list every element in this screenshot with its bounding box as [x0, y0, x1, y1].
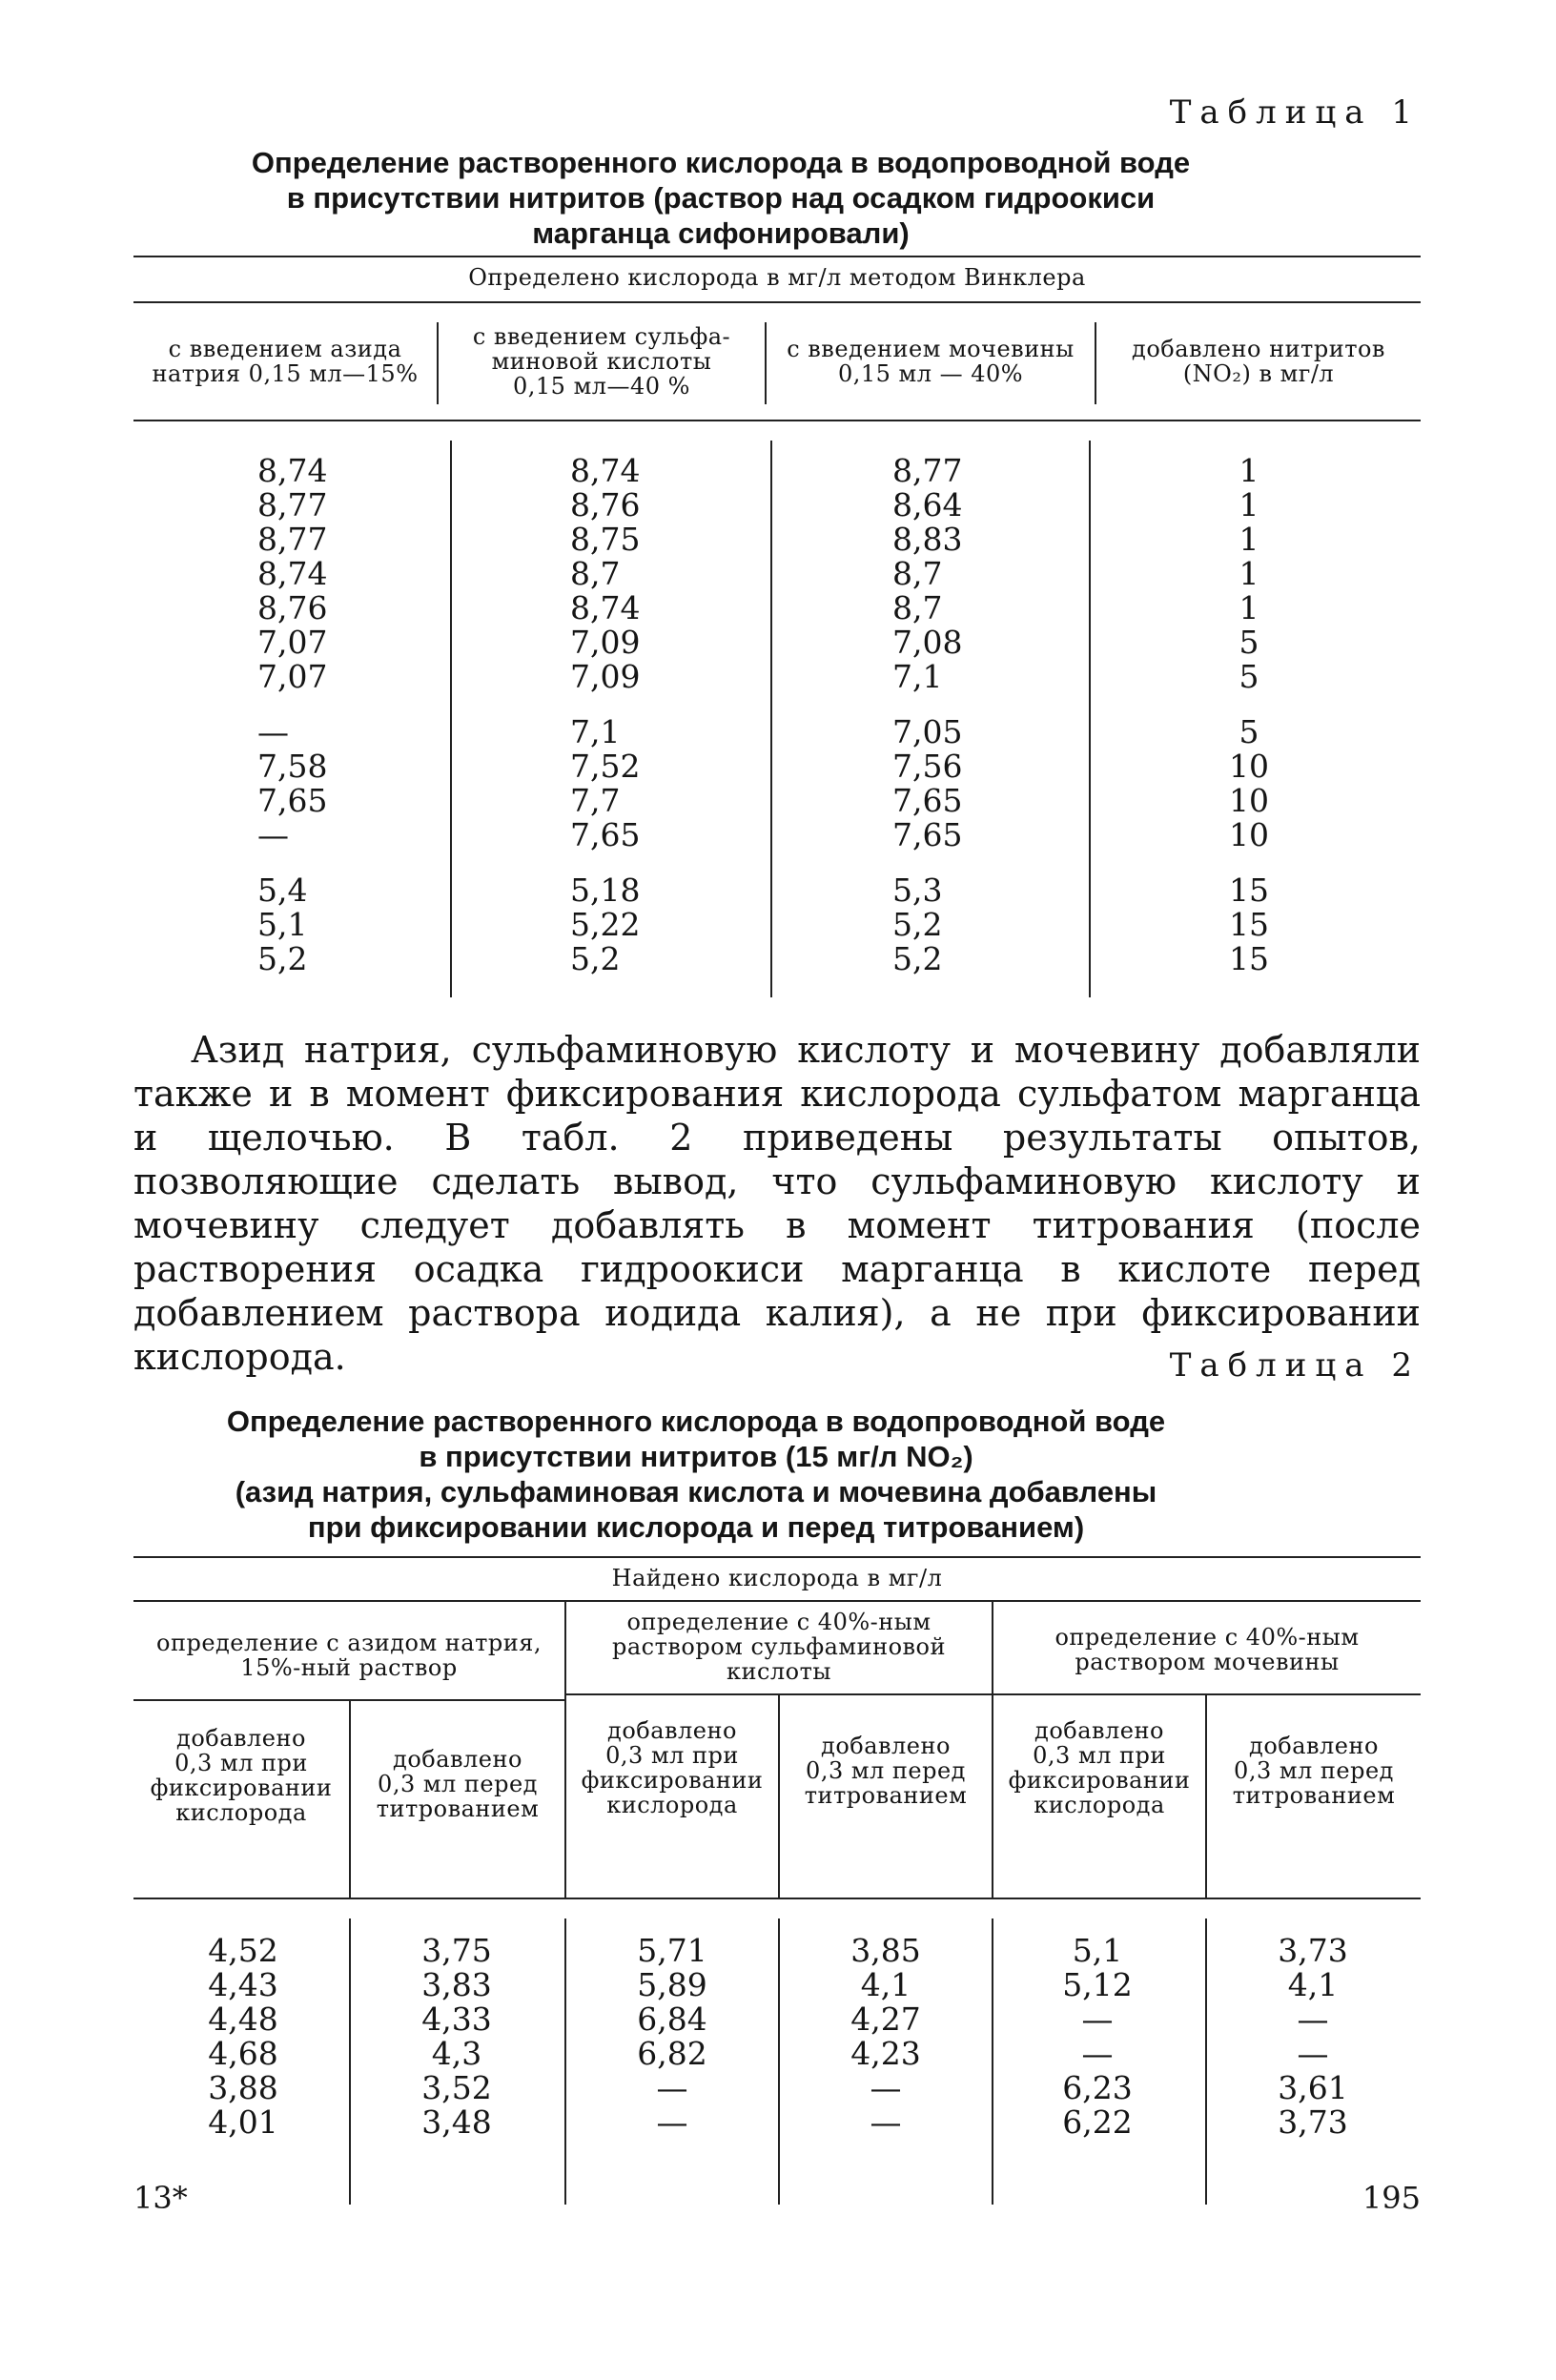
table1-cell: 7,08: [892, 624, 963, 661]
table2-cell: 4,43: [208, 1966, 278, 2003]
row-spacer: [892, 852, 962, 873]
table1-cell: 7,09: [570, 658, 641, 695]
table1-column-urea: [892, 454, 962, 976]
table2-cell: 3,75: [421, 1932, 492, 1969]
table2-title-line: при фиксировании кислорода и перед титрованием): [307, 1510, 1085, 1544]
table1-cell: 5: [1239, 624, 1259, 661]
table2-cell: —: [1081, 2000, 1114, 2038]
table1-cell: 8,74: [570, 452, 641, 489]
table1-cell: 7,05: [892, 713, 963, 750]
table2-cell: 3,83: [421, 1966, 492, 2003]
table2-column: [601, 1934, 744, 2140]
table1-cell: 5: [1239, 658, 1259, 695]
table1-cell: 7,65: [892, 816, 963, 853]
table2-cell: —: [656, 2103, 688, 2141]
table2-cell: 4,52: [208, 1932, 278, 1969]
table1-cell: 7,1: [892, 658, 943, 695]
table1-col-header-azide: с введением азида натрия 0,15 мл—15%: [152, 336, 419, 387]
table2-column: [1026, 1934, 1169, 2140]
table1-cell: 8,7: [570, 555, 621, 592]
table2-cell: —: [870, 2103, 902, 2141]
table2-subgroup-urea: определение с 40%-ным раствором мочевины: [1054, 1624, 1360, 1675]
table1-column-azide: [257, 454, 327, 976]
table1-cell: 7,56: [892, 748, 963, 785]
table1-cell: 7,07: [257, 624, 328, 661]
table1-cell: 8,77: [257, 521, 328, 558]
table1-cell: 7,65: [257, 782, 328, 819]
table1-cell: 5,22: [570, 906, 641, 943]
table2-cell: 3,52: [421, 2069, 492, 2106]
table1-cell: 5,18: [570, 872, 641, 909]
table1-cell: 7,58: [257, 748, 328, 785]
table1-col-header-nitrite: добавлено нитритов (NO₂) в мг/л: [1132, 336, 1385, 387]
table1-cell: 15: [1229, 872, 1269, 909]
table2-subgroup-sulfamic: определение с 40%-ным раствором сульфаминовой кислоты: [612, 1609, 946, 1685]
table1-cell: 5: [1239, 713, 1259, 750]
table1-cell: 7,09: [570, 624, 641, 661]
table2-cell: 4,1: [860, 1966, 911, 2003]
table1-cell: 7,1: [570, 713, 621, 750]
table2-cell: 4,3: [431, 2035, 482, 2072]
row-spacer: [892, 694, 962, 715]
table1-cell: 1: [1239, 589, 1259, 626]
table1-cell: 15: [1229, 906, 1269, 943]
table2-cell: 5,71: [637, 1932, 707, 1969]
table1-cell: 5,1: [257, 906, 308, 943]
page-number: 195: [1362, 2180, 1421, 2216]
row-spacer: [570, 694, 640, 715]
table2-subheader: добавлено 0,3 мл перед титрованием: [804, 1733, 968, 1809]
table1-cell: 7,65: [570, 816, 641, 853]
table2-cell: —: [1297, 2000, 1329, 2038]
table2-subheader: добавлено 0,3 мл перед титрованием: [1232, 1733, 1396, 1809]
table1-cell: 15: [1229, 940, 1269, 977]
table2-title-line: (азид натрия, сульфаминовая кислота и мочевина добавлены: [235, 1475, 1157, 1508]
table1-title-line: Определение растворенного кислорода в водопроводной воде: [251, 146, 1191, 179]
table1-cell: 8,83: [892, 521, 963, 558]
table1-cell: 1: [1239, 452, 1259, 489]
table2-label: Таблица 2: [1169, 1346, 1421, 1385]
table1-title: [133, 145, 1308, 251]
table1-label: Таблица 1: [1169, 93, 1421, 132]
row-spacer: [1220, 694, 1278, 715]
table2-subheader: добавлено 0,3 мл при фиксировании кислорода: [1008, 1717, 1191, 1818]
table2-cell: 3,73: [1278, 1932, 1348, 1969]
table2-title: [133, 1404, 1259, 1545]
row-spacer: [257, 852, 327, 873]
table2-column: [814, 1934, 957, 2140]
table2-cell: 4,33: [421, 2000, 492, 2038]
table2-cell: 4,01: [208, 2103, 278, 2141]
page-signature: 13*: [133, 2180, 188, 2216]
row-spacer: [570, 852, 640, 873]
table2-column: [1241, 1934, 1384, 2140]
table1-title-line: в присутствии нитритов (раствор над осадком гидроокиси: [286, 181, 1156, 215]
table2-cell: 5,12: [1062, 1966, 1133, 2003]
table1-cell: 8,77: [257, 486, 328, 523]
table2-cell: 3,85: [850, 1932, 921, 1969]
book-page: [133, 86, 1421, 2336]
table1-cell: —: [257, 713, 289, 750]
table1-cell: 8,74: [257, 555, 328, 592]
table1-cell: 7,52: [570, 748, 641, 785]
table2-subheader: добавлено 0,3 мл при фиксировании кислорода: [581, 1717, 764, 1818]
table1-col-header-sulfamic: с введением сульфа- миновой кислоты 0,15 мл—40 %: [472, 323, 731, 400]
table1-title-line: марганца сифонировали): [532, 216, 910, 250]
table2-cell: —: [870, 2069, 902, 2106]
table2-cell: —: [1297, 2035, 1329, 2072]
table1-cell: 8,76: [570, 486, 641, 523]
table2-cell: 3,48: [421, 2103, 492, 2141]
table1-cell: 10: [1229, 782, 1269, 819]
table1-cell: —: [257, 816, 289, 853]
table2-cell: 4,48: [208, 2000, 278, 2038]
table1-column-sulfamic: [570, 454, 640, 976]
row-spacer: [1220, 852, 1278, 873]
table1-cell: 10: [1229, 748, 1269, 785]
table2-subheader: добавлено 0,3 мл при фиксировании кислорода: [150, 1725, 333, 1826]
table2-cell: 4,1: [1287, 1966, 1339, 2003]
table1-cell: 10: [1229, 816, 1269, 853]
table1-cell: 5,2: [892, 906, 943, 943]
table2-cell: 5,89: [637, 1966, 707, 2003]
table2-subheader: добавлено 0,3 мл перед титрованием: [376, 1746, 540, 1822]
table2: [133, 1556, 1421, 2281]
table2-cell: 3,61: [1278, 2069, 1348, 2106]
table2-title-line: Определение растворенного кислорода в водопроводной воде: [226, 1405, 1166, 1438]
table2-cell: 5,1: [1072, 1932, 1123, 1969]
table2-cell: 6,84: [637, 2000, 707, 2038]
table2-column: [385, 1934, 528, 2140]
table1-group-header: Определено кислорода в мг/л методом Винклера: [468, 264, 1086, 291]
table2-cell: 3,88: [208, 2069, 278, 2106]
table1-col-header-urea: с введением мочевины 0,15 мл — 40%: [787, 336, 1075, 387]
table2-subgroup-azide: определение с азидом натрия, 15%-ный раствор: [156, 1630, 542, 1681]
table1-cell: 5,2: [570, 940, 621, 977]
table2-cell: 6,22: [1062, 2103, 1133, 2141]
table1-cell: 5,4: [257, 872, 308, 909]
row-spacer: [257, 694, 327, 715]
table1-cell: 1: [1239, 521, 1259, 558]
table1-cell: 7,07: [257, 658, 328, 695]
table1-cell: 7,65: [892, 782, 963, 819]
table1-cell: 8,7: [892, 555, 943, 592]
table1-cell: 8,76: [257, 589, 328, 626]
table2-cell: —: [656, 2069, 688, 2106]
table2-cell: 4,68: [208, 2035, 278, 2072]
table2-cell: 3,73: [1278, 2103, 1348, 2141]
table2-cell: 4,23: [850, 2035, 921, 2072]
table1-cell: 1: [1239, 486, 1259, 523]
table1-cell: 8,64: [892, 486, 963, 523]
table2-cell: 6,23: [1062, 2069, 1133, 2106]
table1-cell: 5,3: [892, 872, 943, 909]
table1-cell: 8,75: [570, 521, 641, 558]
body-paragraph: Азид натрия, сульфаминовую кислоту и мочевину добавляли также и в момент фиксирования кислорода сульфатом марганца и щелочью. В табл. 2 приведены результаты опытов, позволяющие сделать вывод, что сульфаминовую кислоту и мочевину следует добавлять в момент титрования (после растворения осадка гидроокиси марганца в кислоте перед добавлением раствора иодида калия), а не при фиксировании кислорода.: [133, 1029, 1421, 1378]
table1-cell: 8,7: [892, 589, 943, 626]
table1-cell: 8,74: [257, 452, 328, 489]
table2-cell: —: [1081, 2035, 1114, 2072]
table2-cell: 4,27: [850, 2000, 921, 2038]
table1-cell: 8,77: [892, 452, 963, 489]
table2-cell: 6,82: [637, 2035, 707, 2072]
table1-cell: 5,2: [257, 940, 308, 977]
table2-group-header: Найдено кислорода в мг/л: [611, 1565, 943, 1591]
table1-column-nitrite: [1220, 454, 1278, 976]
table1-cell: 7,7: [570, 782, 621, 819]
table2-column: [172, 1934, 315, 2140]
table1-cell: 5,2: [892, 940, 943, 977]
table2-title-line: в присутствии нитритов (15 мг/л NO₂): [419, 1440, 973, 1473]
table1-cell: 1: [1239, 555, 1259, 592]
table1: [133, 256, 1421, 1076]
table1-cell: 8,74: [570, 589, 641, 626]
